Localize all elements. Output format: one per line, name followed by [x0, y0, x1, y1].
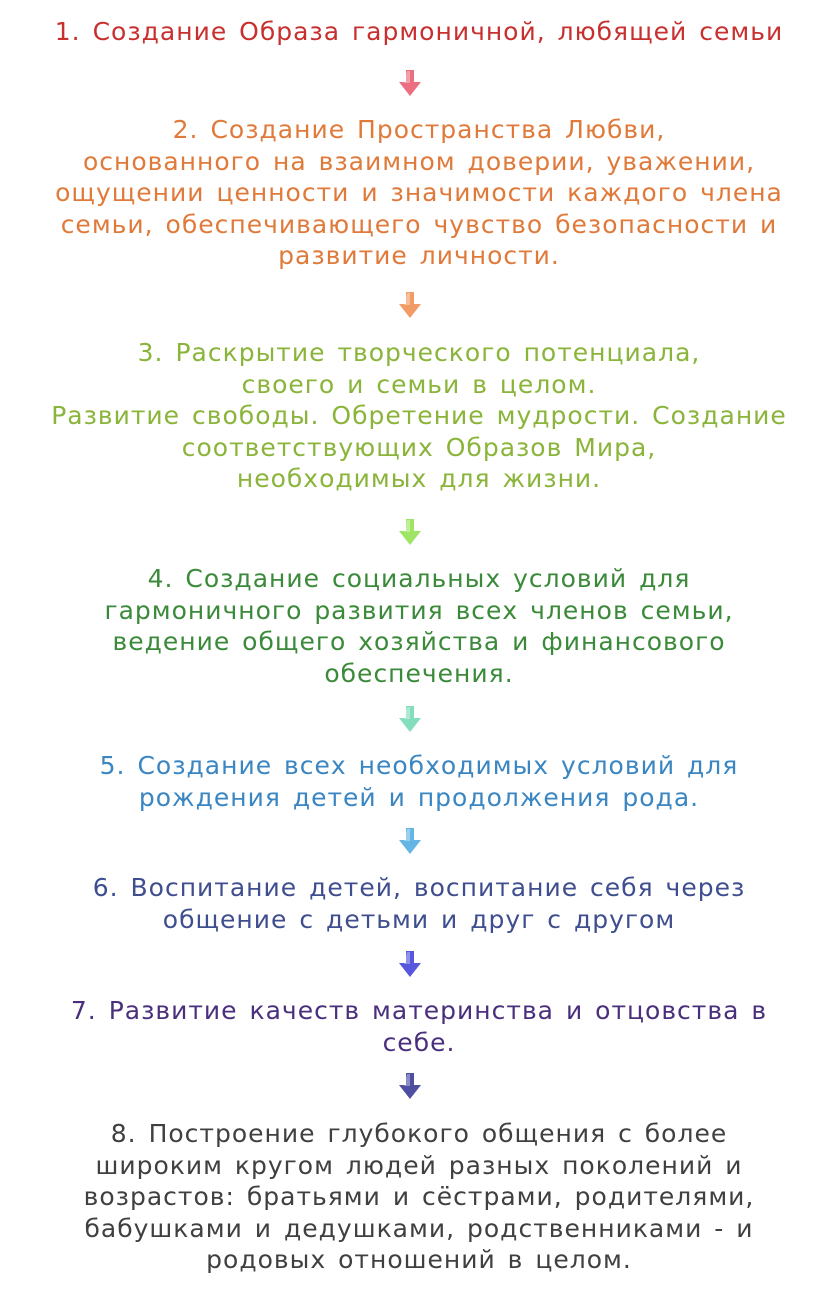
step-3-text: 3. Раскрытие творческого потенциала, своего и семьи в целом. Развитие свободы. Обретение мудрости. Создание соответствующих Образов Мира, необходимых для жизни.	[51, 338, 787, 493]
step-8-text: 8. Построение глубокого общения с более широким кругом людей разных поколений и возрастов: братьями и сёстрами, родителями, бабушками и дедушками, родственниками - и родовых отношений в целом.	[83, 1119, 755, 1274]
down-arrow-icon	[396, 517, 424, 547]
down-arrow-icon	[396, 68, 424, 98]
step-2-text: 2. Создание Пространства Любви, основанного на взаимном доверии, уважении, ощущении ценности и значимости каждого члена семьи, обеспечивающего чувство безопасности и развитие личности.	[55, 115, 783, 270]
step-4-text: 4. Создание социальных условий для гармоничного развития всех членов семьи, ведение общего хозяйства и финансового обеспечения.	[104, 564, 734, 688]
step-1-text: 1. Создание Образа гармоничной, любящей семьи	[54, 17, 784, 46]
down-arrow-icon	[396, 704, 424, 734]
step-6-text: 6. Воспитание детей, воспитание себя через общение с детьми и друг с другом	[92, 873, 746, 934]
down-arrow-icon	[396, 1071, 424, 1101]
down-arrow-icon	[396, 949, 424, 979]
down-arrow-icon	[396, 290, 424, 320]
down-arrow-icon	[396, 826, 424, 856]
step-7-text: 7. Развитие качеств материнства и отцовства в себе.	[70, 996, 768, 1057]
step-5-text: 5. Создание всех необходимых условий для рождения детей и продолжения рода.	[99, 751, 739, 812]
